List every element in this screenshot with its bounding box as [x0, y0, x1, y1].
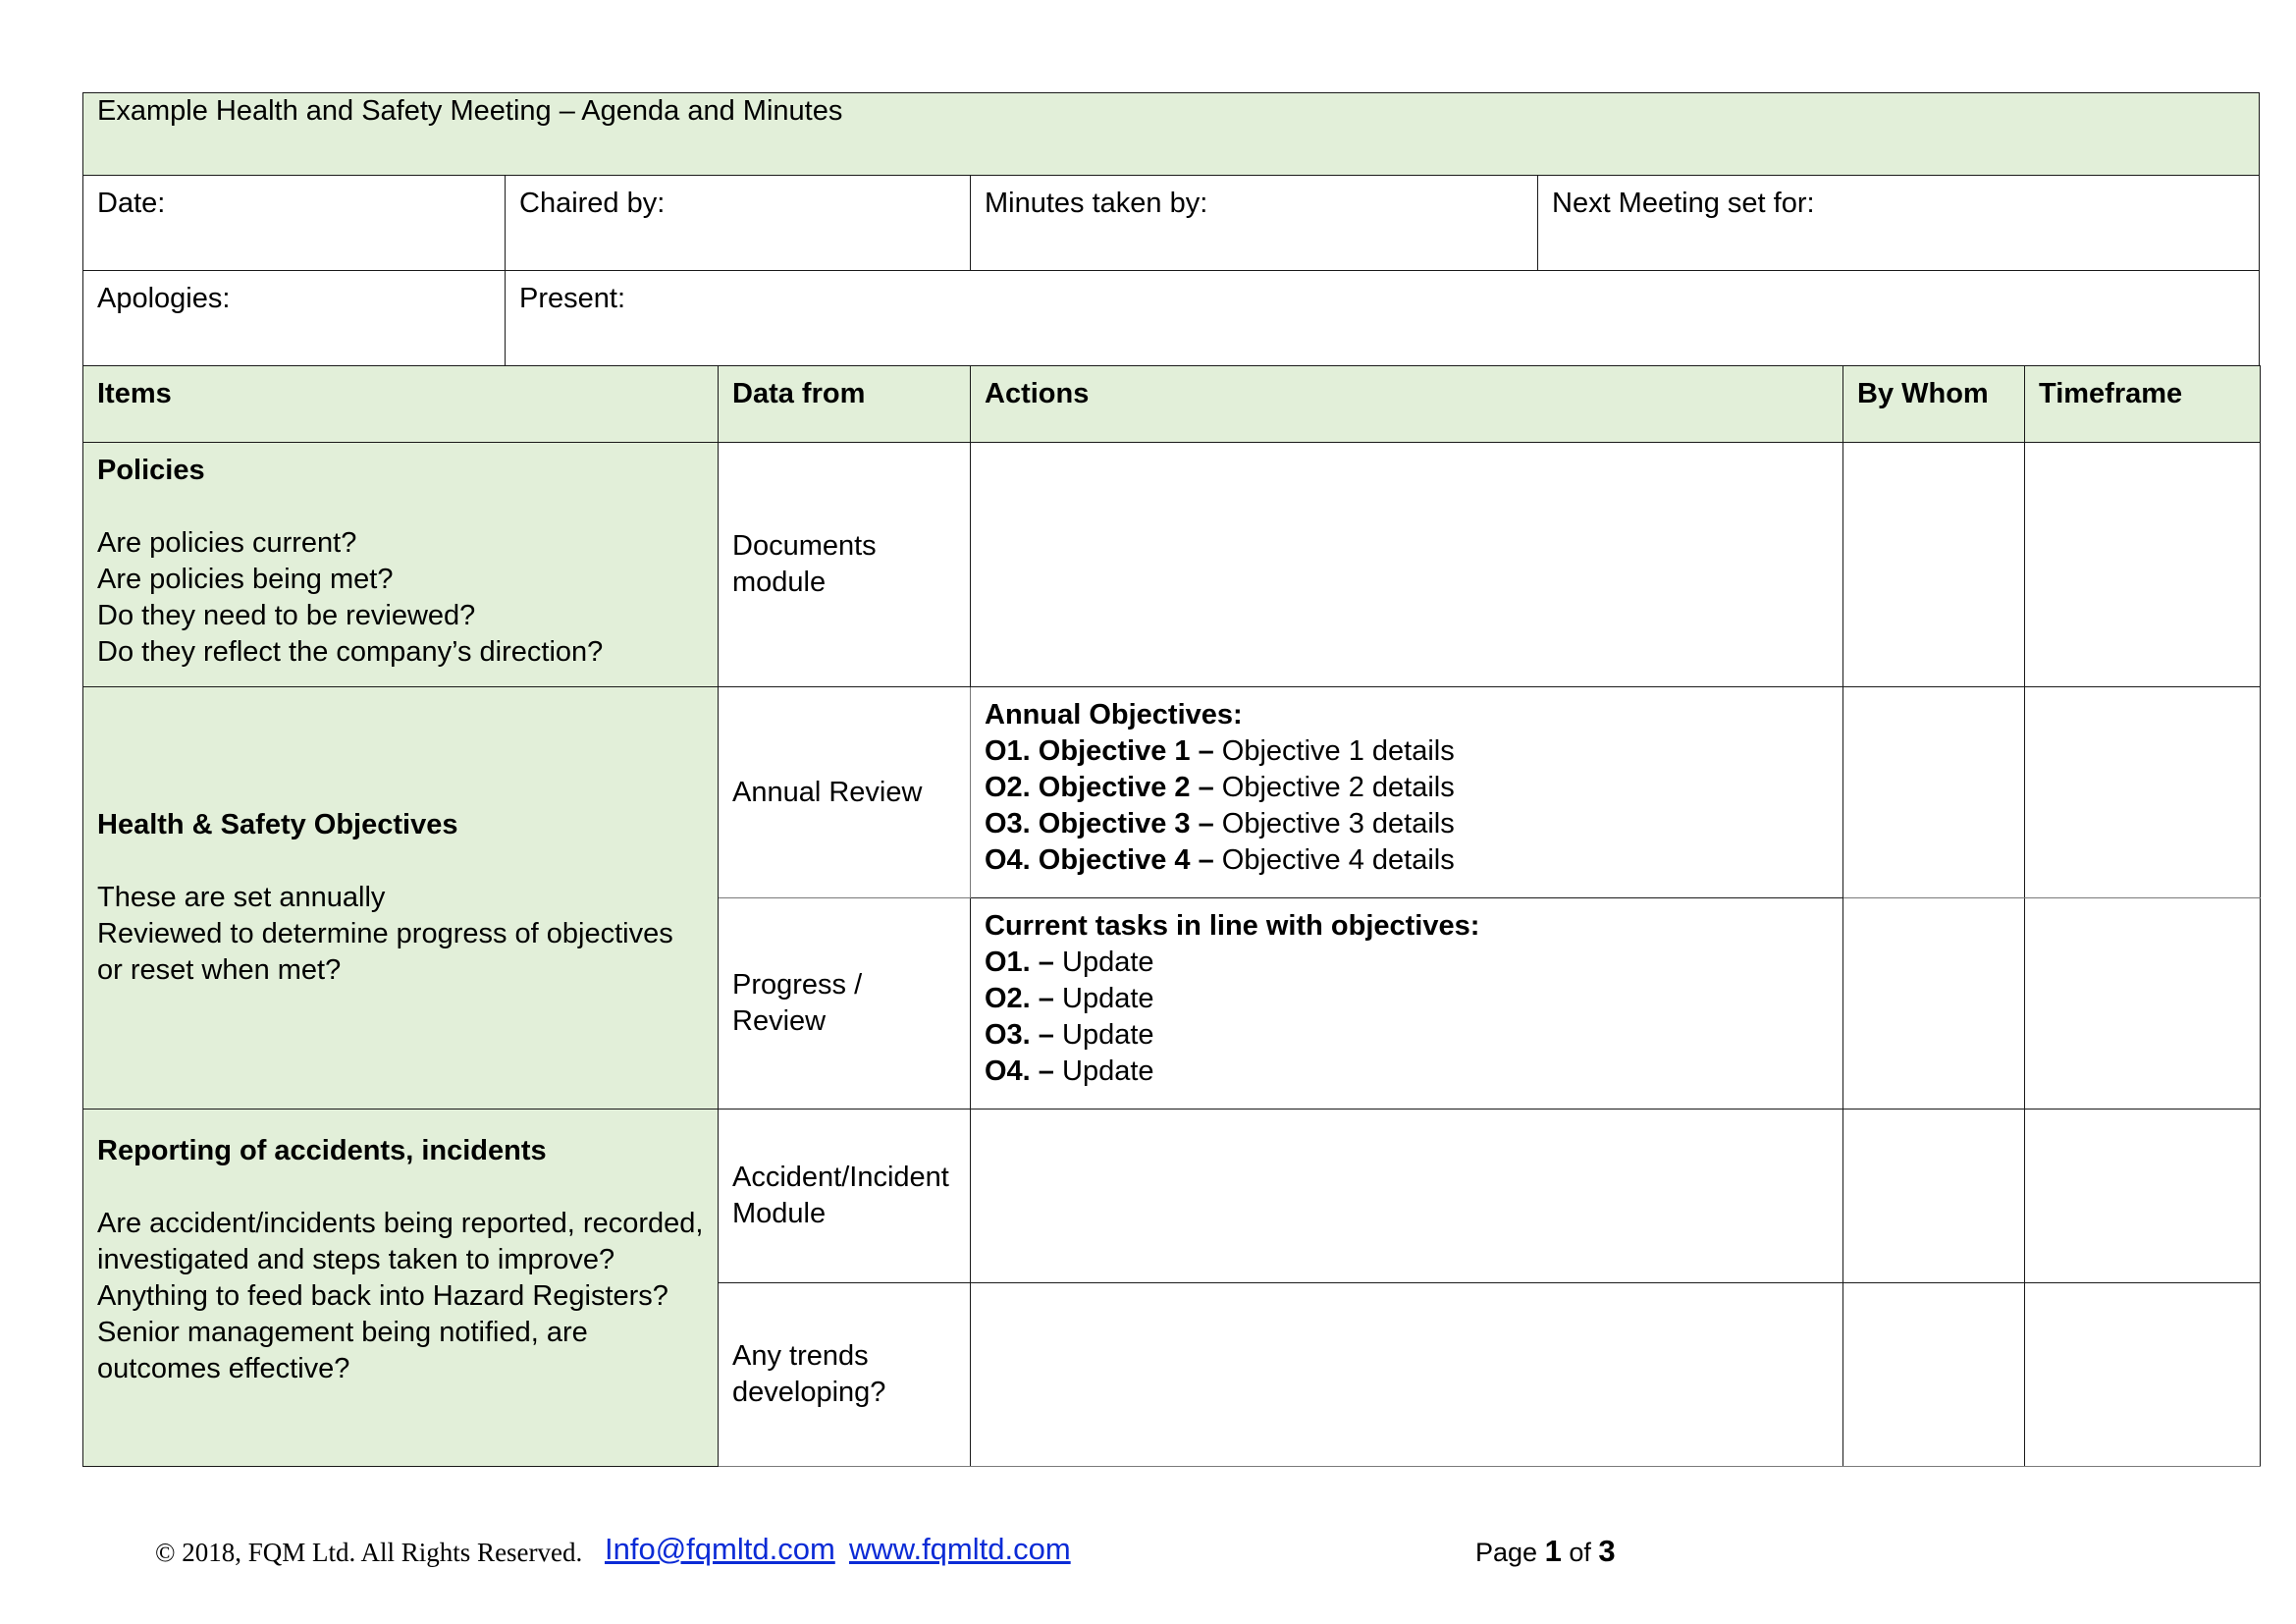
actions-header: Actions — [971, 366, 1843, 443]
objective-text: Objective 3 details — [1213, 808, 1455, 839]
annual-objectives-actions-cell[interactable] — [971, 687, 1843, 898]
next-meeting-label: Next Meeting set for: — [1552, 188, 1815, 219]
progress-actions-cell[interactable] — [971, 898, 1843, 1110]
items-table — [82, 365, 2261, 1467]
objective-text: Objective 1 details — [1213, 735, 1455, 767]
chaired-by-label: Chaired by: — [519, 188, 666, 219]
accident-module-data-from: Accident/Incident Module — [719, 1110, 971, 1283]
progress-line — [985, 1054, 1829, 1090]
accident-timeframe-cell[interactable] — [2025, 1110, 2261, 1283]
progress-text: Update — [1053, 947, 1154, 978]
by-whom-header: By Whom — [1843, 366, 2025, 443]
data-from-header: Data from — [719, 366, 971, 443]
progress-line — [985, 1017, 1829, 1054]
objective-code: O4. Objective 4 – — [985, 844, 1214, 876]
trends-timeframe-cell[interactable] — [2025, 1283, 2261, 1467]
policies-data-from: Documents module — [719, 443, 971, 687]
page-total: 3 — [1598, 1534, 1616, 1568]
objective-text: Objective 4 details — [1213, 844, 1455, 876]
progress-code: O2. – — [985, 983, 1054, 1014]
policies-line: Are policies current? — [97, 527, 357, 559]
trends-actions-cell[interactable] — [971, 1283, 1843, 1467]
annual-timeframe-cell[interactable] — [2025, 687, 2261, 898]
trends-by-whom-cell[interactable] — [1843, 1283, 2025, 1467]
progress-text: Update — [1053, 1019, 1154, 1051]
annual-by-whom-cell[interactable] — [1843, 687, 2025, 898]
items-header: Items — [83, 366, 719, 443]
reporting-line: Senior management being notified, are outcomes effective? — [97, 1317, 588, 1384]
objective-line — [985, 733, 1829, 770]
objectives-line: Reviewed to determine progress of objectives or reset when met? — [97, 918, 673, 986]
chaired-by-field[interactable] — [506, 176, 971, 271]
reporting-line: Are accident/incidents being reported, recorded, investigated and steps taken to improve? — [97, 1208, 704, 1275]
reporting-item-cell — [83, 1110, 719, 1467]
of-word: of — [1569, 1538, 1591, 1567]
apologies-field[interactable] — [83, 271, 506, 366]
progress-timeframe-cell[interactable] — [2025, 898, 2261, 1110]
email-link[interactable]: Info@fqmltd.com — [605, 1532, 835, 1566]
minutes-taken-by-label: Minutes taken by: — [985, 188, 1208, 219]
objective-line — [985, 806, 1829, 842]
progress-heading: Current tasks in line with objectives: — [985, 910, 1480, 942]
policies-line: Do they reflect the company’s direction? — [97, 636, 604, 668]
minutes-taken-by-field[interactable] — [971, 176, 1538, 271]
policies-item-cell — [83, 443, 719, 687]
present-label: Present: — [519, 283, 625, 314]
objective-line — [985, 770, 1829, 806]
policies-by-whom-cell[interactable] — [1843, 443, 2025, 687]
page-current: 1 — [1544, 1534, 1562, 1568]
progress-code: O1. – — [985, 947, 1054, 978]
page-word: Page — [1475, 1538, 1538, 1567]
reporting-heading: Reporting of accidents, incidents — [97, 1135, 547, 1166]
copyright-text: © 2018, FQM Ltd. All Rights Reserved. — [155, 1538, 583, 1567]
policies-timeframe-cell[interactable] — [2025, 443, 2261, 687]
objectives-line: These are set annually — [97, 882, 386, 913]
document-title: Example Health and Safety Meeting – Agenda and Minutes — [83, 93, 2260, 176]
progress-line — [985, 981, 1829, 1017]
progress-text: Update — [1053, 1056, 1154, 1087]
progress-code: O3. – — [985, 1019, 1054, 1051]
accident-actions-cell[interactable] — [971, 1110, 1843, 1283]
objective-line — [985, 842, 1829, 879]
accident-by-whom-cell[interactable] — [1843, 1110, 2025, 1283]
annual-objectives-heading: Annual Objectives: — [985, 699, 1243, 731]
objective-text: Objective 2 details — [1213, 772, 1455, 803]
objectives-heading: Health & Safety Objectives — [97, 809, 458, 840]
objective-code: O1. Objective 1 – — [985, 735, 1214, 767]
next-meeting-field[interactable] — [1538, 176, 2260, 271]
policies-line: Are policies being met? — [97, 564, 394, 595]
policies-actions-cell[interactable] — [971, 443, 1843, 687]
trends-data-from: Any trends developing? — [719, 1283, 971, 1467]
reporting-line: Anything to feed back into Hazard Registers? — [97, 1280, 668, 1312]
date-field[interactable] — [83, 176, 506, 271]
policies-line: Do they need to be reviewed? — [97, 600, 476, 631]
objective-code: O3. Objective 3 – — [985, 808, 1214, 839]
objectives-item-cell — [83, 687, 719, 1110]
progress-by-whom-cell[interactable] — [1843, 898, 2025, 1110]
progress-line — [985, 945, 1829, 981]
progress-review-data-from: Progress / Review — [719, 898, 971, 1110]
present-field[interactable] — [506, 271, 2260, 366]
policies-heading: Policies — [97, 455, 205, 486]
website-link[interactable]: www.fqmltd.com — [849, 1532, 1071, 1566]
annual-review-data-from: Annual Review — [719, 687, 971, 898]
progress-text: Update — [1053, 983, 1154, 1014]
objective-code: O2. Objective 2 – — [985, 772, 1214, 803]
page-number — [1475, 1534, 1616, 1569]
timeframe-header: Timeframe — [2025, 366, 2261, 443]
page-footer — [0, 1532, 2296, 1581]
apologies-label: Apologies: — [97, 283, 231, 314]
agenda-table — [82, 92, 2260, 366]
progress-code: O4. – — [985, 1056, 1054, 1087]
date-label: Date: — [97, 188, 166, 219]
